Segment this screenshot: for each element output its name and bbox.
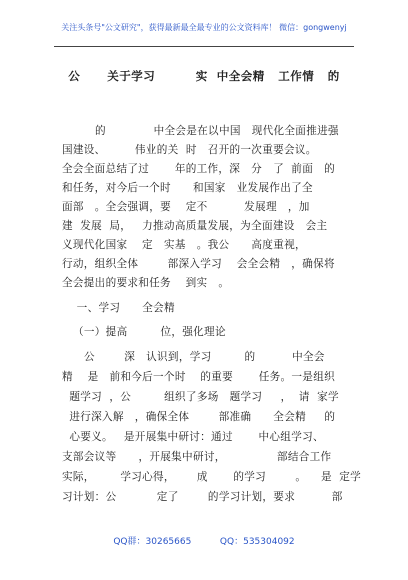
body-line-14: 心要义。 是开展集中研讨：通过 中心组学习、	[62, 431, 324, 443]
body-line-16: 实际， 学习心得， 成 的学习 。 是 定学	[62, 471, 361, 483]
body-line-5: 面部 。全会强调，要 定不 发展理 ，加	[62, 201, 310, 213]
document-title: 公 关于学习 实 中全会精 工作情 的	[68, 69, 340, 83]
subsection-heading-1: （一）提高 位，强化理论	[62, 326, 226, 338]
body-line-15: 支部会议等 ，开展集中研讨， 部结合工作	[62, 451, 332, 463]
body-line-13: 进行深入解 ，确保全体 部准确 全会精 的	[62, 411, 336, 423]
body-line-6: 建 发展 局， 力推动高质量发展，为全面建设 会主	[62, 220, 328, 232]
body-line-1: 的 中全会是在以中国 现代化全面推进强	[62, 125, 339, 137]
body-line-2: 国建设、 伟业的关 时 召开的一次重要会议。	[62, 144, 317, 156]
header-promo-text: 关注头条号"公文研究"，获得最新最全最专业的公文资料库！ 微信：gongwenyj	[61, 23, 347, 32]
body-line-7: 义现代化国家 定 实基 。我公 高度重视，	[62, 239, 306, 251]
body-line-10: 公 深 认识到，学习 的 中全会	[62, 351, 325, 363]
body-line-8: 行动，组织全体 部深入学习 会全会精 ，确保将	[62, 258, 335, 270]
body-line-12: 题学习 ，公 组织了多场 题学习 ， 请 家学	[62, 391, 339, 403]
body-line-17: 习计划：公 定了 的学习计划，要求 部	[62, 491, 343, 503]
header-divider	[54, 46, 354, 47]
body-line-11: 精 是 前和今后一个时 的重要 任务。一是组织	[62, 371, 335, 383]
body-line-9: 全会提出的要求和任务 到实 。	[62, 277, 230, 289]
body-line-4: 和任务，对今后一个时 和国家 业发展作出了全	[62, 182, 313, 194]
body-line-3: 全会全面总结了过 年的工作，深 分 了 前面 的	[62, 163, 335, 175]
section-heading-1: 一、学习 全会精	[62, 302, 175, 314]
footer-qq-contacts: QQ群：30265665 QQ：535304092	[113, 537, 295, 547]
